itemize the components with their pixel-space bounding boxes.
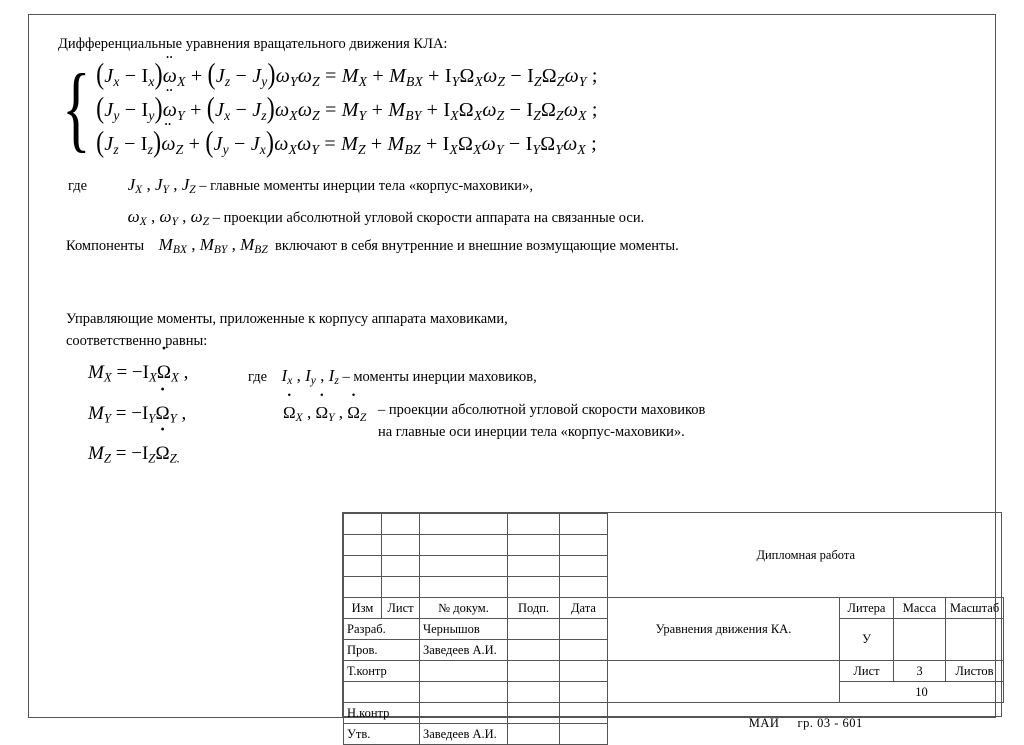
intro-line: Дифференциальные уравнения вращательного движения КЛА:: [58, 36, 448, 52]
stamp-title: Дипломная работа: [756, 547, 856, 562]
stamp-blank-cell: [560, 619, 608, 640]
stamp-list-label: Лист: [840, 661, 894, 682]
stamp-blank-cell: [508, 535, 560, 556]
where2-label: где: [248, 369, 268, 385]
stamp-header-doc: № докум.: [420, 598, 508, 619]
stamp-blank-cell: [508, 514, 560, 535]
stamp-blank-cell: [344, 535, 382, 556]
stamp-blank-cell: [560, 703, 608, 724]
stamp-blank-cell: [560, 661, 608, 682]
stamp-blank-cell: [420, 577, 508, 598]
stamp-header-litera: Литера: [840, 598, 894, 619]
stamp-blank-cell: [508, 703, 560, 724]
stamp-blank-cell: [508, 724, 560, 745]
where3-text-1: – проекции абсолютной угловой скорости маховиков: [377, 402, 706, 418]
stamp-blank-cell: [608, 661, 840, 703]
stamp-blank-cell: [344, 556, 382, 577]
stamp-org-name: МАИ: [748, 716, 780, 731]
equation-row: $(J_z - I_z)\omega$ $¨_Z + (J_y - J_x)\omega_X\omega_Y = M_Z + M_{BZ} + I_X\Omega_X\omega_Y - I_Y\Omega_Y\omega_X$ ;: [96, 130, 598, 158]
stamp-blank-cell: [508, 556, 560, 577]
stamp-header-izm: Изм: [344, 598, 382, 619]
stamp-blank-cell: [560, 577, 608, 598]
stamp-role: Утв.: [344, 724, 420, 745]
stamp-name: Заведеев А.И.: [420, 724, 508, 745]
stamp-role: [344, 682, 420, 703]
stamp-header-massa: Масса: [894, 598, 946, 619]
moment-equation: $M_X = -I_X\Omega \cdot_X$ ,: [88, 355, 188, 396]
where-text: – проекции абсолютной угловой скорости аппарата на связанные оси.: [212, 210, 645, 227]
control-intro: [66, 308, 508, 353]
components-line: [66, 235, 679, 256]
where-label: где: [68, 178, 88, 194]
stamp-name: Чернышов: [420, 619, 508, 640]
components-text: включают в себя внутренние и внешние возмущающие моменты.: [275, 238, 679, 254]
stamp-blank-cell: [344, 514, 382, 535]
control-intro-line-1: Управляющие моменты, приложенные к корпусу аппарата маховиками,: [66, 311, 508, 327]
where-symbols: $J_X$ , $J_Y$ , $J_Z$: [127, 175, 196, 197]
stamp-header-podp: Подп.: [508, 598, 560, 619]
stamp-blank-cell: [382, 514, 420, 535]
control-intro-line-2: соответственно равны:: [66, 333, 208, 350]
stamp-blank-cell: [508, 682, 560, 703]
moment-equation: $M_Y = -I_Y\Omega \cdot_Y$ ,: [88, 396, 188, 437]
stamp-blank-cell: [560, 640, 608, 661]
stamp-subtitle: Уравнения движения КА.: [608, 598, 840, 661]
stamp-listov-label: Листов: [946, 661, 1004, 682]
equation-system: [62, 54, 598, 161]
stamp-massa-value: [894, 619, 946, 661]
components-label: Компоненты: [66, 238, 145, 254]
stamp-org: [608, 703, 1004, 745]
where-block-3: [283, 400, 705, 444]
stamp-blank-cell: [420, 514, 508, 535]
stamp-blank-cell: [420, 535, 508, 556]
stamp-blank-cell: [508, 661, 560, 682]
where3-text-2: на главные оси инерции тела «корпус-маховики».: [377, 423, 685, 440]
equation-row: $(J_x - I_x)\omega$ $¨_X + (J_z - J_y)\omega_Y\omega_Z = M_X + M_{BX} + I_Y\Omega_X\omega_Z - I_Z\Omega_Z\omega_Y$ ;: [96, 62, 598, 90]
stamp-blank-cell: [382, 535, 420, 556]
moment-equation: $M_Z = -I_Z\Omega \cdot_{Z.}$: [88, 436, 188, 477]
where-text: – главные моменты инерции тела «корпус-маховики»,: [199, 178, 533, 194]
stamp-list-value: 3: [894, 661, 946, 682]
where2-text: – моменты инерции маховиков,: [342, 369, 537, 385]
title-block: [342, 512, 1002, 741]
stamp-listov-value: 10: [840, 682, 1004, 703]
control-moment-equations: [88, 355, 188, 477]
stamp-header-data: Дата: [560, 598, 608, 619]
stamp-blank-cell: [560, 535, 608, 556]
stamp-group: гр. 03 - 601: [797, 716, 863, 731]
left-brace: {: [62, 54, 91, 161]
stamp-blank-cell: [560, 556, 608, 577]
equation-row: $(J_y - I_y)\omega$ $¨_Y + (J_x - J_z)\omega_X\omega_Z = M_Y + M_{BY} + I_X\Omega_X\omega_Z - I_Z\Omega_Z\omega_X$ ;: [96, 96, 598, 124]
stamp-name: [420, 703, 508, 724]
stamp-blank-cell: [560, 682, 608, 703]
stamp-name: Заведеев А.И.: [420, 640, 508, 661]
stamp-blank-cell: [560, 514, 608, 535]
components-symbols: $M_{BX}$ , $M_{BY}$ , $M_{BZ}$: [158, 235, 268, 257]
stamp-blank-cell: [382, 577, 420, 598]
where2-symbols: $I_x$ , $I_y$ , $I_z$: [281, 366, 339, 388]
where-block-1: [68, 175, 644, 228]
stamp-name: [420, 682, 508, 703]
stamp-blank-cell: [508, 577, 560, 598]
stamp-blank-cell: [508, 619, 560, 640]
stamp-blank-cell: [508, 640, 560, 661]
stamp-blank-cell: [560, 724, 608, 745]
stamp-role: Разраб.: [344, 619, 420, 640]
stamp-masshtab-value: [946, 619, 1004, 661]
stamp-role: Т.контр: [344, 661, 420, 682]
stamp-header-list: Лист: [382, 598, 420, 619]
stamp-blank-cell: [420, 556, 508, 577]
stamp-litera-value: У: [840, 619, 894, 661]
stamp-role: Н.контр: [344, 703, 420, 724]
stamp-role: Пров.: [344, 640, 420, 661]
where3-symbols: $\Omega \cdot_X$ , $\Omega \cdot_Y$ , $\Omega \cdot_Z$: [283, 403, 366, 422]
stamp-blank-cell: [382, 556, 420, 577]
where-symbols: $\omega_X$ , $\omega_Y$ , $\omega_Z$: [127, 207, 210, 229]
stamp-name: [420, 661, 508, 682]
stamp-blank-cell: [344, 577, 382, 598]
stamp-header-masshtab: Масштаб: [946, 598, 1004, 619]
